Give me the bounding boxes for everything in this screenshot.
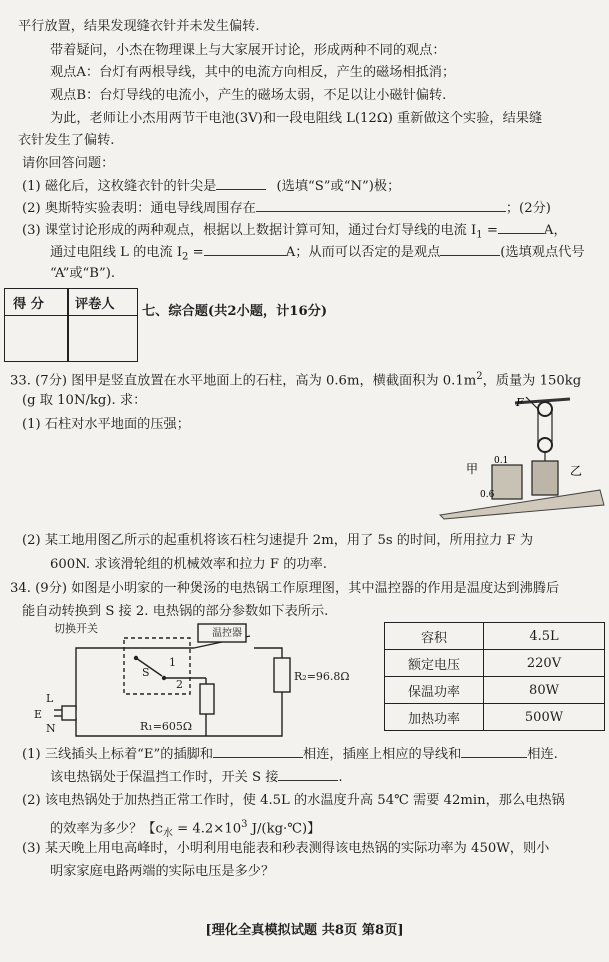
q2-text: (2) 奥斯特实验表明：通电导线周围存在	[22, 201, 256, 216]
answer-blank[interactable]	[213, 745, 303, 758]
q3-sub: 1	[476, 229, 483, 241]
q34-part2-cont	[50, 816, 320, 843]
question-3	[22, 221, 567, 245]
q34-text: 相连.	[527, 747, 558, 762]
q2-score: ；(2分)	[505, 201, 551, 216]
q33-part2: (2) 某工地用图乙所示的起重机将该石柱匀速提升 2m，用了 5s 的时间，所用拉力 F 为	[22, 533, 534, 548]
r2-label: R₂=96.8Ω	[294, 670, 350, 683]
q34-text: (1) 三线插头上标着“E”的插脚和	[22, 747, 214, 762]
answer-blank[interactable]	[256, 199, 506, 212]
answer-blank[interactable]	[278, 768, 338, 781]
r1-label: R₁=605Ω	[140, 720, 193, 733]
score-box	[4, 288, 138, 362]
q3-sub: 2	[182, 251, 189, 263]
text-line: 平行放置，结果发现缝衣针并未发生偏转.	[18, 19, 260, 34]
question-33	[10, 368, 581, 390]
q34-part2: (2) 该电热锅处于加热挡正常工作时，使 4.5L 的水温度升高 54℃ 需要 42min，那么电热锅	[22, 793, 565, 808]
q34-part1	[22, 745, 558, 764]
answer-blank[interactable]	[204, 243, 286, 256]
q34-part3: (3) 某天晚上用电高峰时，小明利用电能表和秒表测得该电热锅的实际功率为 450W，则小	[22, 841, 550, 856]
answer-blank[interactable]	[461, 745, 527, 758]
q34-text: 相连，插座上相应的导线和	[303, 747, 462, 762]
param-name: 加热功率	[385, 704, 484, 731]
question-3-cont	[50, 243, 585, 267]
text-line: 衣针发生了偏转.	[18, 133, 115, 148]
section-title: 七、综合题(共2小题，计16分)	[142, 304, 328, 319]
label-height: 0.6	[480, 490, 495, 500]
q3-unit: A，	[543, 223, 567, 238]
q33-part2-cont: 600N. 求该滑轮组的机械效率和拉力 F 的功率.	[50, 557, 327, 572]
label-jia: 甲	[466, 462, 479, 476]
q34-sup: 3	[241, 819, 248, 830]
plug-e-label: E	[34, 708, 43, 721]
figure-crane	[430, 395, 605, 520]
answer-blank[interactable]	[216, 177, 266, 190]
q34-text: J/(kg·℃)】	[247, 821, 321, 837]
pulley-icon	[538, 402, 552, 416]
q33-part1: (1) 石柱对水平地面的压强；	[22, 417, 190, 432]
q3-text: A；从而可以否定的是观点	[285, 245, 441, 260]
circuit-diagram	[24, 618, 374, 740]
param-value: 500W	[484, 704, 605, 731]
terminal-1-label: 1	[169, 656, 176, 669]
question-2	[22, 199, 551, 218]
q3-hint: (选填观点代号	[500, 245, 585, 260]
table-row	[385, 677, 605, 704]
text-line: 观点A：台灯有两根导线，其中的电流方向相反，产生的磁场相抵消；	[50, 65, 456, 80]
param-value: 220V	[484, 650, 605, 677]
text-line: 带着疑问，小杰在物理课上与大家展开讨论，形成两种不同的观点：	[50, 43, 446, 58]
q33-sup: 2	[476, 371, 483, 382]
label-yi: 乙	[570, 464, 583, 478]
table-row	[385, 623, 605, 650]
q1-hint: (选填“S”或“N”)极；	[276, 179, 401, 194]
q3-text: 通过电阻线 L 的电流 I	[50, 245, 183, 260]
q34-part1-cont	[50, 768, 343, 787]
param-value: 4.5L	[484, 623, 605, 650]
switch-s-label: S	[142, 666, 150, 679]
q33-text: 33. (7分) 图甲是竖直放置在水平地面上的石柱，高为 0.6m，横截面积为 0.1m	[10, 373, 477, 389]
pulley-icon	[538, 438, 552, 452]
q3-text: (3) 课堂讨论形成的两种观点，根据以上数据计算可知，通过台灯导线的电流 I	[22, 223, 477, 238]
q3-eq: =	[486, 223, 498, 238]
terminal-2-label: 2	[176, 678, 183, 691]
param-value: 80W	[484, 677, 605, 704]
table-row	[385, 704, 605, 731]
q34-part3-cont: 明家家庭电路两端的实际电压是多少？	[50, 864, 275, 879]
q34-sub: 水	[162, 828, 173, 840]
table-row	[385, 650, 605, 677]
text-line: 观点B：台灯导线的电流小，产生的磁场太弱，不足以让小磁针偏转.	[50, 88, 447, 103]
score-header: 得 分	[13, 297, 44, 312]
answer-blank[interactable]	[498, 221, 544, 234]
q33-given: (g 取 10N/kg). 求：	[22, 393, 147, 408]
plug-n-label: N	[46, 722, 56, 735]
param-name: 额定电压	[385, 650, 484, 677]
plug-l-label: L	[46, 692, 54, 705]
q3-eq: =	[192, 245, 204, 260]
q34-text: 的效率为多少？【c	[50, 821, 163, 837]
question-34-cont: 能自动转换到 S 接 2. 电热锅的部分参数如下表所示.	[22, 604, 329, 619]
parameter-table	[384, 622, 605, 731]
q34-text: 该电热锅处于保温挡工作时，开关 S 接	[50, 770, 279, 785]
text-line: 请你回答问题：	[22, 156, 115, 171]
label-area: 0.1	[494, 456, 509, 466]
q1-text: (1) 磁化后，这枚缝衣针的针尖是	[22, 179, 217, 194]
pillar-jia-icon	[492, 465, 522, 499]
question-34: 34. (9分) 如图是小明家的一种煲汤的电热锅工作原理图，其中温控器的作用是温度达到沸腾后	[10, 581, 560, 596]
q3-hint-cont: “A”或“B”).	[50, 266, 116, 281]
text-line: 为此，老师让小杰用两节干电池(3V)和一段电阻线 L(12Ω) 重新做这个实验，结果缝	[50, 111, 543, 126]
grader-header: 评卷人	[75, 297, 115, 312]
pillar-yi-icon	[532, 461, 558, 495]
param-name: 保温功率	[385, 677, 484, 704]
q34-text: .	[338, 770, 343, 785]
q34-text: = 4.2×10	[172, 821, 242, 837]
thermostat-label: 温控器	[212, 628, 242, 639]
label-f: F	[516, 396, 524, 409]
question-1	[22, 177, 400, 196]
page-footer: [理化全真模拟试题 共8页 第8页]	[205, 923, 404, 938]
switch-label: 切换开关	[54, 622, 98, 635]
param-name: 容积	[385, 623, 484, 650]
answer-blank[interactable]	[440, 243, 500, 256]
q33-text: ，质量为 150kg	[482, 373, 582, 389]
